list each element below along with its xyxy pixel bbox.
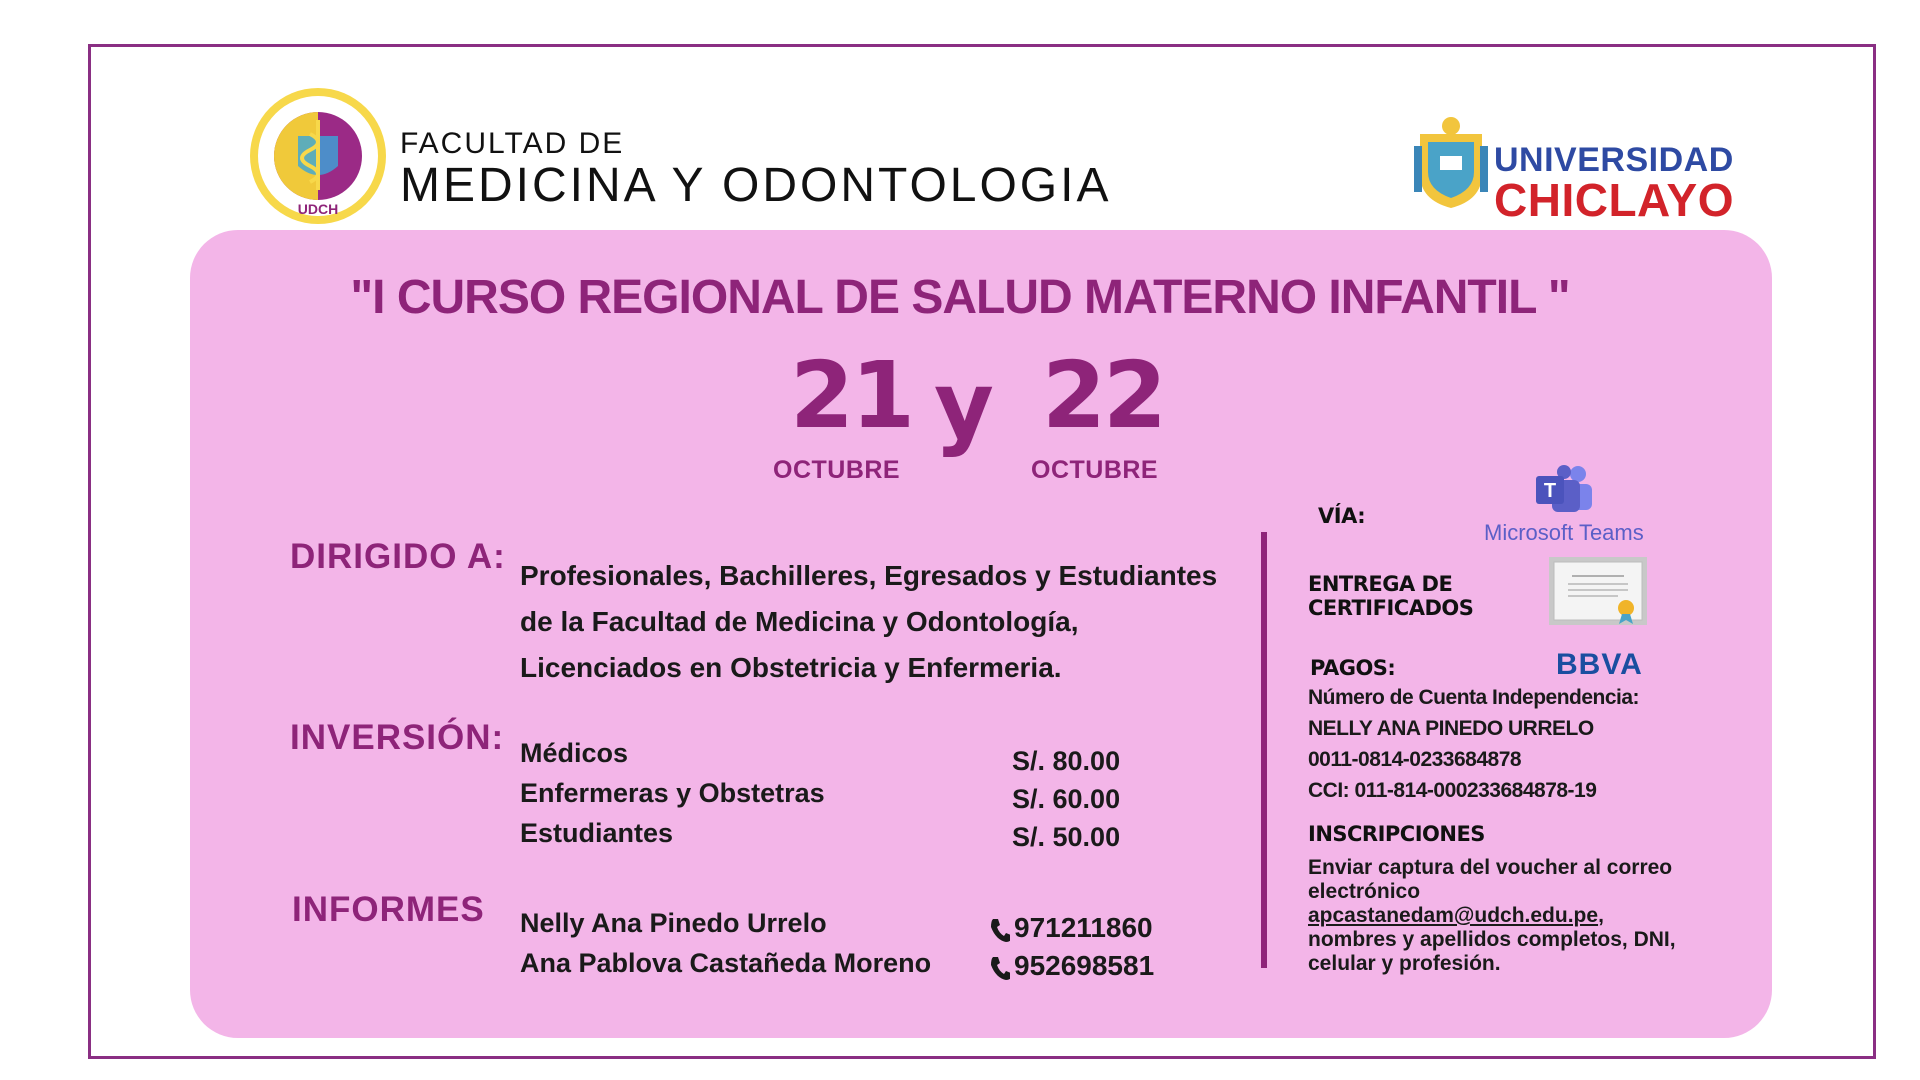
phone-number: 952698581 [1014,950,1155,981]
inscripciones-label: INSCRIPCIONES [1308,822,1485,846]
phone-icon [988,917,1010,943]
day1: 21 [790,342,913,449]
contact-email-link[interactable]: apcastanedam@udch.edu.pe [1308,904,1599,927]
faculty-line1: FACULTAD DE [400,127,625,160]
contact-name: Nelly Ana Pinedo Urrelo [520,908,827,938]
price-row-value: S/. 60.00 [1012,784,1121,814]
university-line2: CHICLAYO [1494,174,1734,226]
price-row-name: Estudiantes [520,818,674,848]
informes-label: INFORMES [292,890,485,929]
price-row-name: Médicos [520,738,629,768]
cert-line1: ENTREGA DE [1308,572,1453,596]
account-holder: NELLY ANA PINEDO URRELO [1308,717,1594,740]
account-number: 0011-0814-0233684878 [1308,748,1522,771]
university-line1: UNIVERSIDAD [1494,141,1734,179]
contact-phone[interactable] [988,912,1153,944]
university-shield-icon [1412,116,1490,210]
via-label: VÍA: [1318,504,1366,528]
account-type: Número de Cuenta Independencia: [1308,686,1640,709]
university-wordmark [1494,140,1734,226]
svg-text:UDCH: UDCH [297,201,339,217]
month1: OCTUBRE [773,456,901,484]
inscripciones-text [1308,856,1678,976]
contact-phone[interactable] [988,950,1154,982]
svg-text:T: T [1543,480,1557,502]
dirigido-text [520,553,1280,691]
dirigido-line: de la Facultad de Medicina y Odontología, [520,606,1079,637]
cert-label [1308,572,1473,620]
date-connector: y [934,352,991,459]
teams-label: Microsoft Teams [1484,520,1644,545]
month2: OCTUBRE [1031,456,1159,484]
faculty-line2: MEDICINA Y ODONTOLOGIA [400,159,1112,212]
cci-number: CCI: 011-814-000233684878-19 [1308,779,1597,802]
insc-text1: Enviar captura del voucher al correo electrónico [1308,856,1673,903]
dirigido-line: Profesionales, Bachilleres, Egresados y Estudiantes [520,560,1218,591]
vertical-divider [1261,532,1267,968]
price-row-value: S/. 80.00 [1012,746,1121,776]
contact-name: Ana Pablova Castañeda Moreno [520,948,932,978]
price-row-value: S/. 50.00 [1012,822,1121,852]
event-title: "I CURSO REGIONAL DE SALUD MATERNO INFANTIL " [350,271,1570,324]
insc-text2: , nombres y apellidos completos, DNI, celular y profesión. [1308,904,1676,975]
bbva-logo: BBVA [1556,648,1643,681]
dirigido-label: DIRIGIDO A: [290,537,506,576]
day2: 22 [1042,342,1165,449]
cert-line2: CERTIFICADOS [1308,596,1474,620]
dirigido-line: Licenciados en Obstetricia y Enfermeria. [520,652,1062,683]
inversion-label: INVERSIÓN: [290,718,505,757]
pagos-label: PAGOS: [1310,656,1396,680]
certificate-icon [1548,556,1648,626]
faculty-title [400,128,1112,212]
price-row-name: Enfermeras y Obstetras [520,778,825,808]
phone-number: 971211860 [1014,912,1153,943]
microsoft-teams-icon [1534,464,1594,516]
phone-icon [988,955,1010,981]
faculty-seal-icon [248,86,388,226]
